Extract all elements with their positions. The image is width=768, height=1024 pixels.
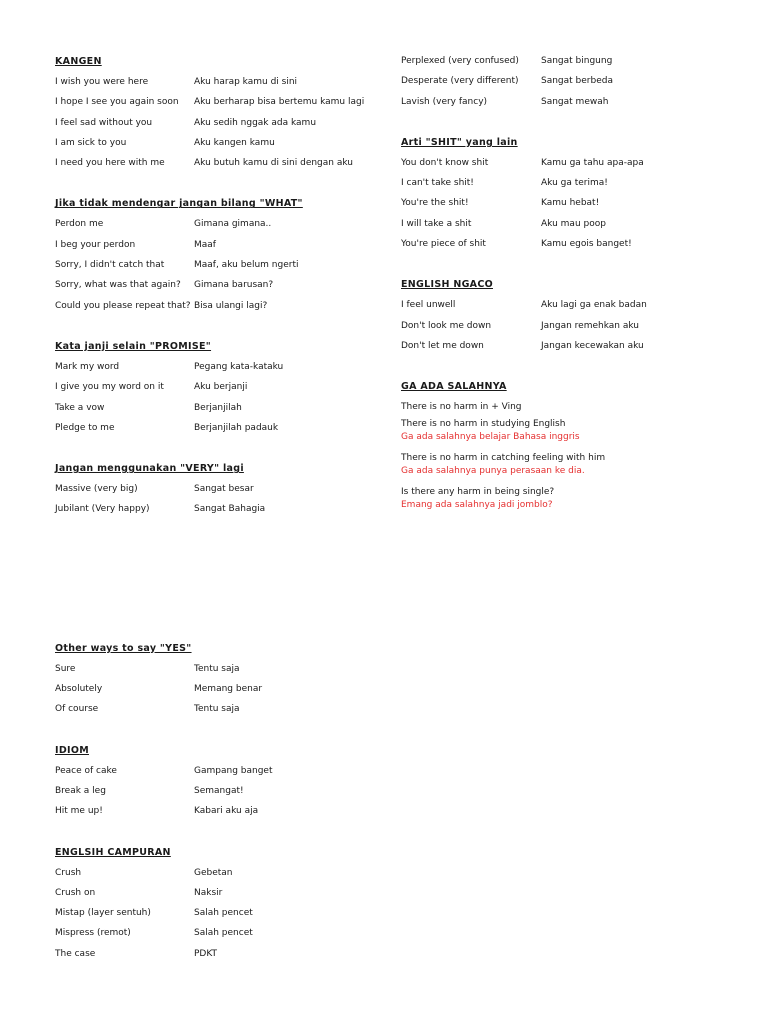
- english-phrase: I need you here with me: [55, 158, 165, 169]
- english-phrase: I am sick to you: [55, 137, 127, 148]
- phrase-row: [55, 479, 385, 499]
- phrase-row: [55, 275, 385, 295]
- phrase-row: [55, 153, 385, 173]
- phrase-row: [401, 214, 746, 234]
- phrase-row: [401, 336, 746, 356]
- english-phrase: I beg your perdon: [55, 239, 136, 250]
- indonesian-translation: Berjanjilah: [194, 402, 242, 413]
- section-heading: Jika tidak mendengar jangan bilang "WHAT": [55, 198, 303, 210]
- section-heading: Other ways to say "YES": [55, 642, 192, 654]
- indonesian-translation: Tentu saja: [194, 704, 240, 715]
- phrase-row: [55, 679, 385, 699]
- english-phrase: Mistap (layer sentuh): [55, 908, 151, 919]
- section-shit: [401, 133, 746, 254]
- section-what: [55, 194, 385, 315]
- english-phrase: I hope I see you again soon: [55, 97, 179, 108]
- indonesian-translation: Salah pencet: [194, 908, 253, 919]
- indonesian-translation: Jangan remehkan aku: [541, 320, 640, 331]
- indonesian-translation: Aku kangen kamu: [194, 137, 275, 148]
- phrase-row: [55, 903, 385, 923]
- phrase-row: [55, 944, 385, 964]
- english-phrase: Sorry, I didn't catch that: [55, 260, 165, 271]
- indonesian-translation: Berjanjilah padauk: [194, 422, 279, 433]
- phrase-row: [401, 51, 746, 71]
- section-heading: ENGLISH NGACO: [401, 279, 493, 291]
- english-phrase: Crush on: [55, 887, 96, 898]
- english-phrase: The case: [55, 948, 96, 959]
- indonesian-translation: Aku sedih nggak ada kamu: [194, 117, 317, 128]
- english-phrase: I can't take shit!: [401, 178, 474, 189]
- english-phrase: You're piece of shit: [401, 239, 486, 250]
- phrase-row: [55, 781, 385, 801]
- grammar-pattern: There is no harm in + Ving: [401, 402, 522, 413]
- phrase-row: [55, 255, 385, 275]
- english-phrase: Don't look me down: [401, 320, 492, 331]
- indonesian-translation: Gimana gimana..: [194, 219, 272, 230]
- english-phrase: Perdon me: [55, 219, 104, 230]
- section-campuran: [55, 843, 385, 964]
- section-kangen: [55, 52, 385, 173]
- section-heading: GA ADA SALAHNYA: [401, 381, 507, 393]
- pattern-line: [401, 397, 746, 417]
- section-idiom: [55, 741, 385, 822]
- phrase-row: [55, 133, 385, 153]
- english-phrase: Pledge to me: [55, 422, 115, 433]
- example-translation: Ga ada salahnya belajar Bahasa inggris: [401, 431, 580, 442]
- english-phrase: Of course: [55, 704, 99, 715]
- phrase-row: [55, 923, 385, 943]
- indonesian-translation: Aku berjanji: [194, 382, 248, 393]
- english-phrase: I wish you were here: [55, 77, 149, 87]
- phrase-row: [401, 173, 746, 193]
- english-phrase: Mispress (remot): [55, 928, 131, 939]
- phrase-row: [55, 235, 385, 255]
- english-phrase: I feel unwell: [401, 300, 456, 311]
- example-english: There is no harm in studying English: [401, 418, 566, 429]
- indonesian-translation: Sangat besar: [194, 484, 254, 495]
- phrase-row: [401, 71, 746, 91]
- section-no-harm: [401, 377, 746, 511]
- section-yes: [55, 639, 385, 720]
- indonesian-translation: Jangan kecewakan aku: [541, 340, 644, 351]
- indonesian-translation: Maaf, aku belum ngerti: [194, 260, 299, 271]
- phrase-row: [55, 499, 385, 519]
- english-phrase: Take a vow: [55, 402, 105, 413]
- indonesian-translation: Kamu hebat!: [541, 198, 600, 209]
- phrase-row: [55, 863, 385, 883]
- section-heading: KANGEN: [55, 56, 102, 67]
- english-phrase: I will take a shit: [401, 218, 472, 229]
- phrase-row: [55, 113, 385, 133]
- indonesian-translation: Aku ga terima!: [541, 178, 608, 189]
- section-very-continued: [401, 51, 746, 112]
- left-column: [55, 52, 385, 964]
- phrase-row: [401, 92, 746, 112]
- phrase-row: [55, 398, 385, 418]
- phrase-row: [55, 801, 385, 821]
- phrase-row: [55, 92, 385, 112]
- english-phrase: Absolutely: [55, 684, 103, 695]
- indonesian-translation: Naksir: [194, 887, 223, 898]
- phrase-row: [55, 357, 385, 377]
- indonesian-translation: Memang benar: [194, 684, 263, 695]
- example-english: There is no harm in catching feeling with him: [401, 452, 606, 463]
- section-heading: ENGLSIH CAMPURAN: [55, 846, 171, 858]
- section-heading: IDIOM: [55, 744, 89, 756]
- indonesian-translation: Sangat bingung: [541, 56, 613, 66]
- indonesian-translation: Aku mau poop: [541, 218, 606, 229]
- phrase-row: [55, 761, 385, 781]
- english-phrase: Hit me up!: [55, 806, 103, 817]
- phrase-row: [55, 72, 385, 92]
- section-ngaco: [401, 275, 746, 356]
- indonesian-translation: Gampang banget: [194, 765, 273, 776]
- english-phrase: Mark my word: [55, 361, 120, 372]
- english-phrase: Jubilant (Very happy): [55, 504, 150, 515]
- english-phrase: Break a leg: [55, 785, 106, 796]
- phrase-row: [401, 316, 746, 336]
- section-very: [55, 459, 385, 520]
- indonesian-translation: Pegang kata-kataku: [194, 361, 284, 372]
- indonesian-translation: Bisa ulangi lagi?: [194, 300, 268, 311]
- right-column: [401, 51, 746, 512]
- indonesian-translation: Salah pencet: [194, 928, 253, 939]
- indonesian-translation: Sangat berbeda: [541, 76, 613, 87]
- english-phrase: You're the shit!: [401, 198, 469, 209]
- english-phrase: Lavish (very fancy): [401, 96, 488, 107]
- phrase-row: [55, 377, 385, 397]
- phrase-row: [401, 234, 746, 254]
- english-phrase: Perplexed (very confused): [401, 56, 519, 66]
- section-heading: Kata janji selain "PROMISE": [55, 340, 212, 352]
- english-phrase: Don't let me down: [401, 340, 484, 351]
- phrase-row: [55, 659, 385, 679]
- phrase-row: [55, 883, 385, 903]
- example-english: Is there any harm in being single?: [401, 486, 555, 497]
- indonesian-translation: Maaf: [194, 239, 216, 250]
- english-phrase: I feel sad without you: [55, 117, 153, 128]
- indonesian-translation: Aku harap kamu di sini: [194, 77, 298, 87]
- phrase-row: [55, 699, 385, 719]
- phrase-row: [401, 193, 746, 213]
- indonesian-translation: Sangat mewah: [541, 96, 609, 107]
- indonesian-translation: Gebetan: [194, 867, 233, 878]
- indonesian-translation: Aku lagi ga enak badan: [541, 300, 647, 311]
- example-translation: Emang ada salahnya jadi jomblo?: [401, 499, 553, 510]
- phrase-row: [401, 295, 746, 315]
- english-phrase: Could you please repeat that?: [55, 300, 191, 311]
- section-heading: Jangan menggunakan "VERY" lagi: [55, 463, 244, 475]
- indonesian-translation: Kamu ga tahu apa-apa: [541, 157, 644, 168]
- phrase-row: [55, 418, 385, 438]
- english-phrase: You don't know shit: [401, 157, 489, 168]
- indonesian-translation: Aku berharap bisa bertemu kamu lagi: [194, 97, 365, 108]
- indonesian-translation: Tentu saja: [194, 663, 240, 674]
- english-phrase: Desperate (very different): [401, 76, 519, 87]
- indonesian-translation: Sangat Bahagia: [194, 504, 266, 515]
- indonesian-translation: Kabari aku aja: [194, 806, 259, 817]
- indonesian-translation: Semangat!: [194, 785, 244, 796]
- indonesian-translation: Aku butuh kamu di sini dengan aku: [194, 158, 354, 169]
- english-phrase: Sorry, what was that again?: [55, 280, 181, 291]
- english-phrase: I give you my word on it: [55, 382, 164, 393]
- english-phrase: Crush: [55, 867, 82, 878]
- phrase-row: [55, 296, 385, 316]
- indonesian-translation: Gimana barusan?: [194, 280, 274, 291]
- phrase-row: [401, 153, 746, 173]
- indonesian-translation: Kamu egois banget!: [541, 239, 632, 250]
- english-phrase: Peace of cake: [55, 765, 117, 776]
- section-promise: [55, 337, 385, 438]
- section-heading: Arti "SHIT" yang lain: [401, 136, 518, 148]
- english-phrase: Massive (very big): [55, 484, 138, 495]
- phrase-row: [55, 214, 385, 234]
- example-translation: Ga ada salahnya punya perasaan ke dia.: [401, 465, 585, 476]
- english-phrase: Sure: [55, 663, 76, 674]
- indonesian-translation: PDKT: [194, 948, 218, 959]
